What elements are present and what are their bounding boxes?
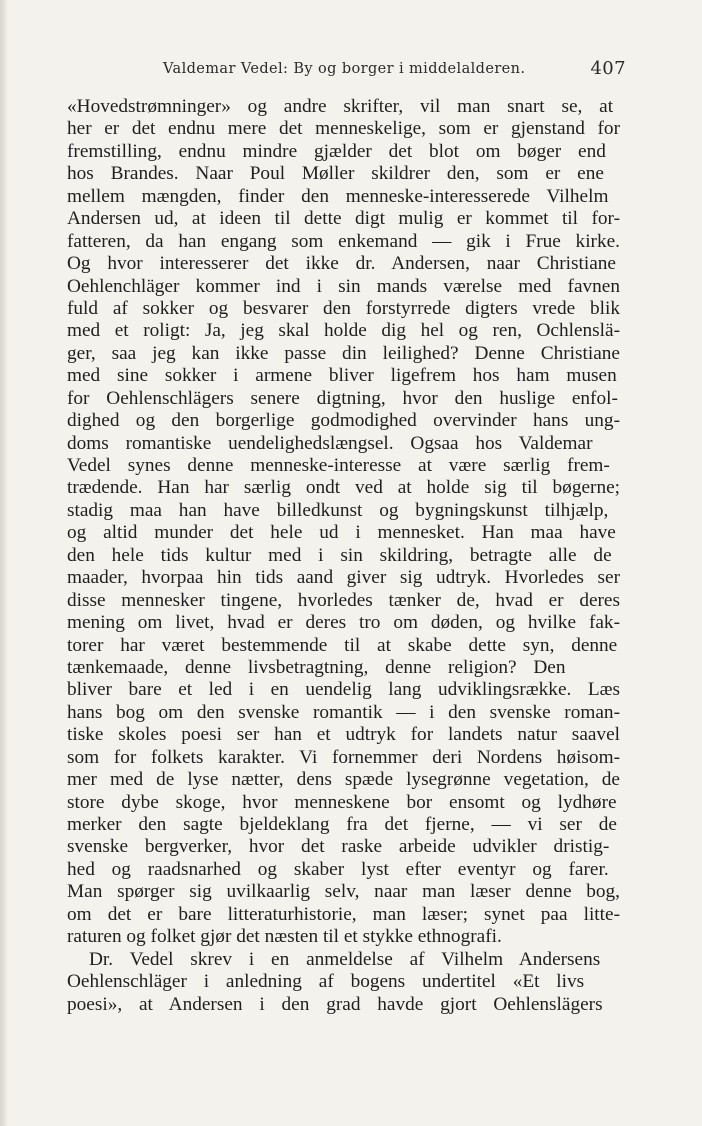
text-line: mer med de lyse nætter, dens spæde lysegrønne vegetation, de (67, 769, 620, 791)
text-line: svenske bergverker, hvor det raske arbeide udvikler dristig- (67, 836, 610, 858)
text-line: hos Brandes. Naar Poul Møller skildrer den, som er ene (67, 163, 604, 185)
text-line: Man spørger sig uvilkaarlig selv, naar man læser denne bog, (67, 881, 620, 903)
text-line: om det er bare litteraturhistorie, man læser; synet paa litte- (67, 903, 620, 925)
text-line: her er det endnu mere det menneskelige, som er gjenstand for (67, 118, 620, 140)
page-number: 407 (590, 58, 626, 79)
text-line: maader, hvorpaa hin tids aand giver sig udtryk. Hvorledes ser (67, 567, 620, 589)
text-line: merker den sagte bjeldeklang fra det fjerne, — vi ser de (67, 814, 617, 835)
text-line: poesi», at Andersen i den grad havde gjort Oehlenslägers (67, 993, 603, 1015)
text-line: fuld af sokker og besvarer den forstyrrede digters vrede blik (67, 297, 620, 319)
text-line: mellem mængden, finder den menneske-interesserede Vilhelm (67, 185, 609, 207)
text-line: som for folkets karakter. Vi fornemmer deri Nordens høisom- (67, 746, 620, 768)
text-line: store dybe skoge, hvor menneskene bor ensomt og lydhøre (67, 791, 617, 813)
text-line: Og hvor interesserer det ikke dr. Andersen, naar Christiane (67, 253, 616, 275)
body-text (67, 96, 620, 1016)
paragraph-start-line: Dr. Vedel skrev i en anmeldelse af Vilhelm Andersens (89, 948, 601, 970)
text-line: hed og raadsnarhed og skaber lyst efter eventyr og farer. (67, 858, 609, 880)
running-head (160, 59, 630, 83)
text-line: «Hovedstrømninger» og andre skrifter, vil man snart se, at (67, 96, 614, 117)
text-line: Andersen ud, at ideen til dette digt mulig er kommet til for- (67, 208, 620, 230)
text-line: Oehlenschläger i anledning af bogens undertitel «Et livs (67, 971, 585, 993)
text-line: med sine sokker i armene bliver ligefrem hos ham musen (67, 365, 617, 387)
text-line: og altid munder det hele ud i mennesket. Han maa have (67, 522, 616, 544)
text-line: trædende. Han har særlig ondt ved at holde sig til bøgerne; (67, 477, 620, 499)
text-line: Vedel synes denne menneske-interesse at være særlig frem- (67, 455, 610, 476)
text-line: tænkemaade, denne livsbetragtning, denne religion? Den (67, 656, 566, 678)
text-line: med et roligt: Ja, jeg skal holde dig hel og ren, Ochlenslä- (67, 320, 620, 342)
text-line: disse mennesker tingene, hvorledes tænker de, hvad er deres (67, 589, 620, 611)
text-line: torer har været bestemmende til at skabe dette syn, denne (67, 634, 618, 656)
text-line: doms romantiske uendelighedslængsel. Ogsaa hos Valdemar (67, 432, 593, 454)
running-title: Valdemar Vedel: By og borger i middelalderen. (163, 61, 526, 77)
text-line: for Oehlenschlägers senere digtning, hvor den huslige enfol- (67, 387, 618, 409)
text-line: Oehlenchläger kommer ind i sin mands værelse med favnen (67, 275, 620, 297)
text-line: dighed og den borgerlige godmodighed overvinder hans ung- (67, 410, 620, 432)
text-line: mening om livet, hvad er deres tro om døden, og hvilke fak- (67, 612, 620, 634)
text-line: bliver bare et led i en uendelig lang udviklingsrække. Læs (67, 679, 620, 701)
page-edge-shadow (0, 0, 8, 1126)
text-line: fatteren, da han engang som enkemand — gik i Frue kirke. (67, 230, 620, 252)
text-line: hans bog om den svenske romantik — i den svenske roman- (67, 701, 620, 723)
text-line: ger, saa jeg kan ikke passe din leilighed? Denne Christiane (67, 342, 620, 364)
paragraph-end-line: raturen og folket gjør det næsten til et stykke ethnografi. (67, 926, 502, 948)
text-line: fremstilling, endnu mindre gjælder det blot om bøger end (67, 140, 606, 162)
text-line: tiske skoles poesi ser han et udtryk for landets natur saavel (67, 724, 620, 746)
text-line: den hele tids kultur med i sin skildring, betragte alle de (67, 544, 612, 566)
text-line: stadig maa han have billedkunst og bygningskunst tilhjælp, (67, 499, 609, 521)
